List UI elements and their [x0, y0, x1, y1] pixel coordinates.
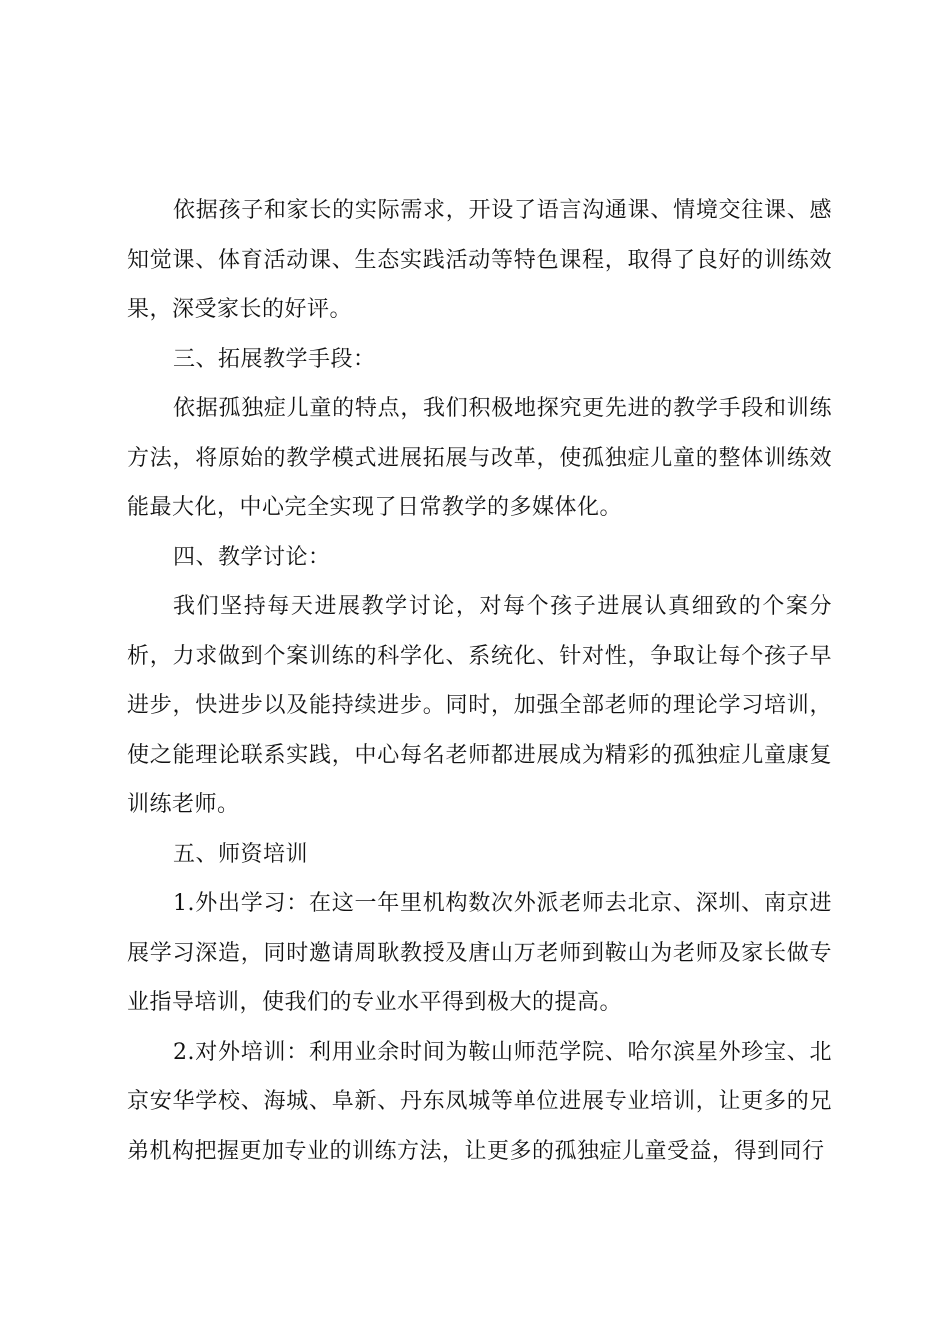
section-heading-teaching-methods: 三、拓展教学手段：	[173, 346, 376, 372]
section-heading-teaching-discussion: 四、教学讨论：	[173, 544, 331, 570]
document-body	[127, 186, 832, 1176]
paragraph-teaching-discussion: 我们坚持每天进展教学讨论，对每个孩子进展认真细致的个案分析，力求做到个案训练的科学化、系统化、针对性，争取让每个孩子早进步，快进步以及能持续进步。同时，加强全部老师的理论学习培训，使之能理论联系实践，中心每名老师都进展成为精彩的孤独症儿童康复训练老师。	[127, 594, 832, 817]
paragraph-teaching-methods: 依据孤独症儿童的特点，我们积极地探究更先进的教学手段和训练方法，将原始的教学模式进展拓展与改革，使孤独症儿童的整体训练效能最大化，中心完全实现了日常教学的多媒体化。	[127, 396, 832, 520]
paragraph-outreach-training: 2.对外培训：利用业余时间为鞍山师范学院、哈尔滨星外珍宝、北京安华学校、海城、阜新、丹东凤城等单位进展专业培训，让更多的兄弟机构把握更加专业的训练方法，让更多的孤独症儿童受益，得到同行	[127, 1039, 832, 1164]
paragraph-course-offerings: 依据孩子和家长的实际需求，开设了语言沟通课、情境交往课、感知觉课、体育活动课、生态实践活动等特色课程，取得了良好的训练效果，深受家长的好评。	[127, 198, 832, 322]
paragraph-external-study: 1.外出学习：在这一年里机构数次外派老师去北京、深圳、南京进展学习深造，同时邀请周耿教授及唐山万老师到鞍山为老师及家长做专业指导培训，使我们的专业水平得到极大的提高。	[127, 891, 832, 1015]
section-heading-teacher-training: 五、师资培训	[173, 841, 309, 867]
